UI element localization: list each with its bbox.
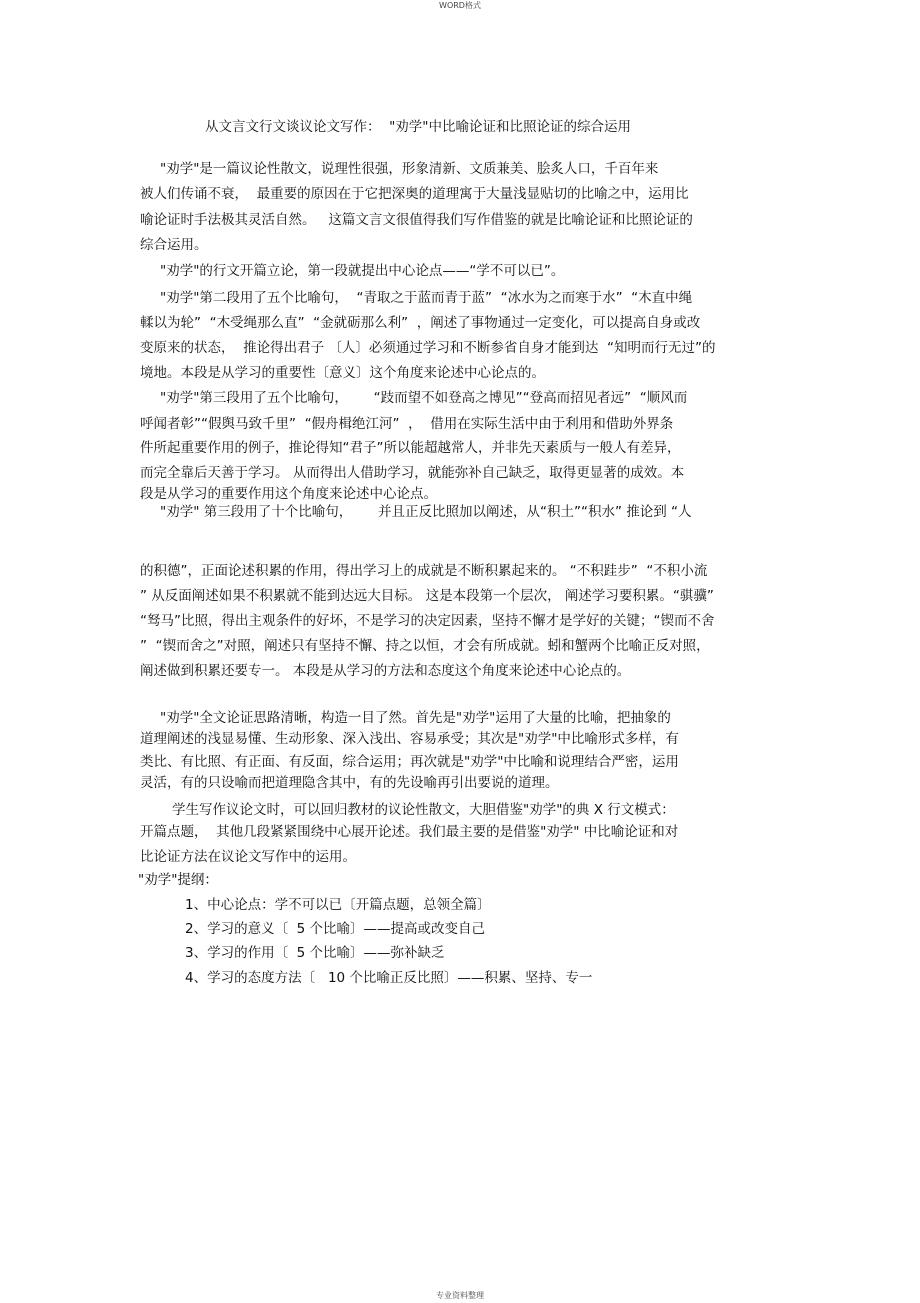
text-line: "劝学" 第三段用了十个比喻句， 并且正反比照加以阐述，从“积土”“积水” 推论到 “人 bbox=[160, 504, 692, 520]
text-line: 比论证方法在议论文写作中的运用。 bbox=[140, 849, 356, 865]
text-line: 2、学习的意义〔 5 个比喻〕——提高或改变自己 bbox=[185, 921, 486, 937]
text-line: 1、中心论点：学不可以已〔开篇点题，总领全篇〕 bbox=[185, 897, 491, 913]
text-line: 阐述做到积累还要专一。 本段是从学习的方法和态度这个角度来论述中心论点的。 bbox=[140, 663, 631, 679]
page-footer: 专业资料整理 bbox=[436, 1291, 484, 1300]
text-line: 灵活，有的只设喻而把道理隐含其中，有的先设喻再引出要说的道理。 bbox=[140, 775, 559, 791]
text-line: 变原来的状态， 推论得出君子 〔人〕必须通过学习和不断参省自身才能到达 “知明而行无过”的 bbox=[140, 340, 716, 356]
text-line: 段是从学习的重要作用这个角度来论述中心论点。 bbox=[140, 486, 437, 502]
text-line: "劝学"是一篇议论性散文，说理性很强，形象清新、文质兼美、脍炙人口，千百年来 bbox=[160, 161, 659, 177]
text-line: "劝学"提纲： bbox=[138, 872, 218, 888]
text-line: ” 从反面阐述如果不积累就不能到达远大目标。 这是本段第一个层次， 阐述学习要积累。“骐骥” bbox=[140, 588, 714, 604]
text-line: 輮以为轮” “木受绳那么直” “金就砺那么利” ，阐述了事物通过一定变化，可以提高自身或改 bbox=[140, 315, 701, 331]
text-line: 被人们传诵不衰， 最重要的原因在于它把深奥的道理寓于大量浅显贴切的比喻之中，运用比 bbox=[140, 186, 689, 202]
text-line: 道理阐述的浅显易懂、生动形象、深入浅出、容易承受；其次是"劝学"中比喻形式多样，有 bbox=[140, 731, 679, 747]
text-line: “驽马”比照，得出主观条件的好坏，不是学习的决定因素，坚持不懈才是学好的关键；“锲而不舍 bbox=[140, 613, 715, 629]
text-line: ” “锲而舍之”对照，阐述只有坚持不懈、持之以恒，才会有所成就。蚓和蟹两个比喻正反对照， bbox=[140, 638, 710, 654]
text-line: 开篇点题， 其他几段紧紧围绕中心展开论述。我们最主要的是借鉴"劝学" 中比喻论证和对 bbox=[140, 824, 679, 840]
document-title: 从文言文行文谈议论文写作： "劝学"中比喻论证和比照论证的综合运用 bbox=[205, 119, 632, 135]
text-line: "劝学"的行文开篇立论，第一段就提出中心论点——“学不可以已”。 bbox=[160, 263, 565, 279]
text-line: 境地。本段是从学习的重要性〔意义〕这个角度来论述中心论点的。 bbox=[140, 365, 545, 381]
page-header: WORD格式 bbox=[439, 1, 481, 10]
text-line: "劝学"全文论证思路清晰，构造一目了然。首先是"劝学"运用了大量的比喻，把抽象的 bbox=[160, 710, 671, 726]
text-line: 3、学习的作用〔 5 个比喻〕——弥补缺乏 bbox=[185, 945, 445, 961]
text-line: 4、学习的态度方法〔 10 个比喻正反比照〕——积累、坚持、专一 bbox=[185, 970, 593, 986]
text-line: 呼闻者彰”“假舆马致千里” “假舟楫绝江河” ， 借用在实际生活中由于利用和借助外界条 bbox=[140, 416, 674, 432]
text-line: 喻论证时手法极其灵活自然。 这篇文言文很值得我们写作借鉴的就是比喻论证和比照论证的 bbox=[140, 212, 693, 228]
text-line: 件所起重要作用的例子，推论得知“君子”所以能超越常人，并非先天素质与一般人有差异， bbox=[140, 440, 681, 456]
text-line: 综合运用。 bbox=[140, 237, 208, 253]
text-line: 的积德”，正面论述积累的作用，得出学习上的成就是不断积累起来的。 “不积跬步” “不积小流 bbox=[140, 563, 708, 579]
text-line: 学生写作议论文时，可以回归教材的议论性散文，大胆借鉴"劝学"的典 X 行文模式： bbox=[172, 802, 675, 818]
text-line: 而完全靠后天善于学习。 从而得出人借助学习，就能弥补自己缺乏，取得更显著的成效。本 bbox=[140, 465, 685, 481]
text-line: "劝学"第三段用了五个比喻句， “跂而望不如登高之博见”“登高而招见者远” “顺风而 bbox=[160, 390, 688, 406]
text-line: 类比、有比照、有正面、有反面，综合运用；再次就是"劝学"中比喻和说理结合严密，运用 bbox=[140, 754, 679, 770]
text-line: "劝学"第二段用了五个比喻句， “青取之于蓝而青于蓝” “冰水为之而寒于水” “木直中绳 bbox=[160, 290, 693, 306]
